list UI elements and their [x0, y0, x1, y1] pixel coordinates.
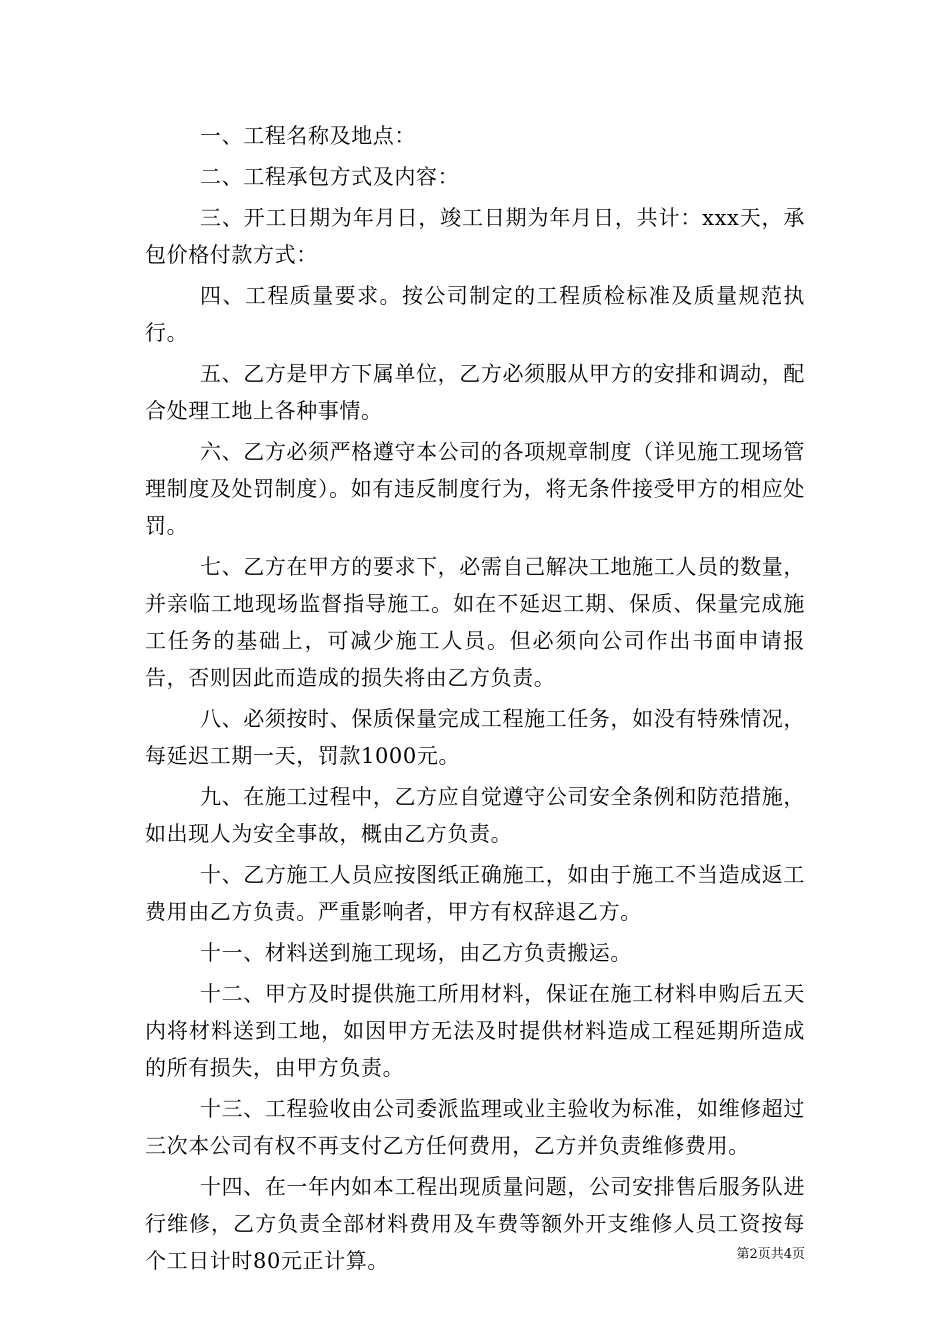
clause-9: 九、在施工过程中，乙方应自觉遵守公司安全条例和防范措施，如出现人为安全事故，概由乙方负责。	[145, 785, 805, 846]
page-number-footer: 第2页共4页	[736, 1247, 805, 1262]
document-page	[145, 118, 805, 1280]
clause-8: 八、必须按时、保质保量完成工程施工任务，如没有特殊情况，每延迟工期一天，罚款1000元。	[145, 707, 805, 768]
clause-6: 六、乙方必须严格遵守本公司的各项规章制度（详见施工现场管理制度及处罚制度）。如有违反制度行为，将无条件接受甲方的相应处罚。	[145, 440, 805, 538]
clause-12: 十二、甲方及时提供施工所用材料，保证在施工材料申购后五天内将材料送到工地，如因甲方无法及时提供材料造成工程延期所造成的所有损失，由甲方负责。	[145, 982, 805, 1080]
clause-1: 一、工程名称及地点：	[200, 124, 416, 148]
clause-2: 二、工程承包方式及内容：	[200, 165, 460, 189]
clause-3: 三、开工日期为年月日，竣工日期为年月日，共计：xxx天，承包价格付款方式：	[145, 206, 805, 267]
clause-14: 十四、在一年内如本工程出现质量问题，公司安排售后服务队进行维修，乙方负责全部材料费用及车费等额外开支维修人员工资按每个工日计时80元正计算。	[145, 1175, 805, 1273]
clause-10: 十、乙方施工人员应按图纸正确施工，如由于施工不当造成返工费用由乙方负责。严重影响者，甲方有权辞退乙方。	[145, 863, 805, 924]
clause-11: 十一、材料送到施工现场，由乙方负责搬运。	[200, 941, 632, 965]
clause-7: 七、乙方在甲方的要求下，必需自己解决工地施工人员的数量，并亲临工地现场监督指导施工。如在不延迟工期、保质、保量完成施工任务的基础上，可减少施工人员。但必须向公司作出书面申请报告，否则因此而造成的损失将由乙方负责。	[145, 555, 805, 690]
clause-5: 五、乙方是甲方下属单位，乙方必须服从甲方的安排和调动，配合处理工地上各种事情。	[145, 362, 805, 423]
clause-4: 四、工程质量要求。按公司制定的工程质检标准及质量规范执行。	[145, 284, 805, 345]
clause-13: 十三、工程验收由公司委派监理或业主验收为标准，如维修超过三次本公司有权不再支付乙方任何费用，乙方并负责维修费用。	[145, 1097, 805, 1158]
